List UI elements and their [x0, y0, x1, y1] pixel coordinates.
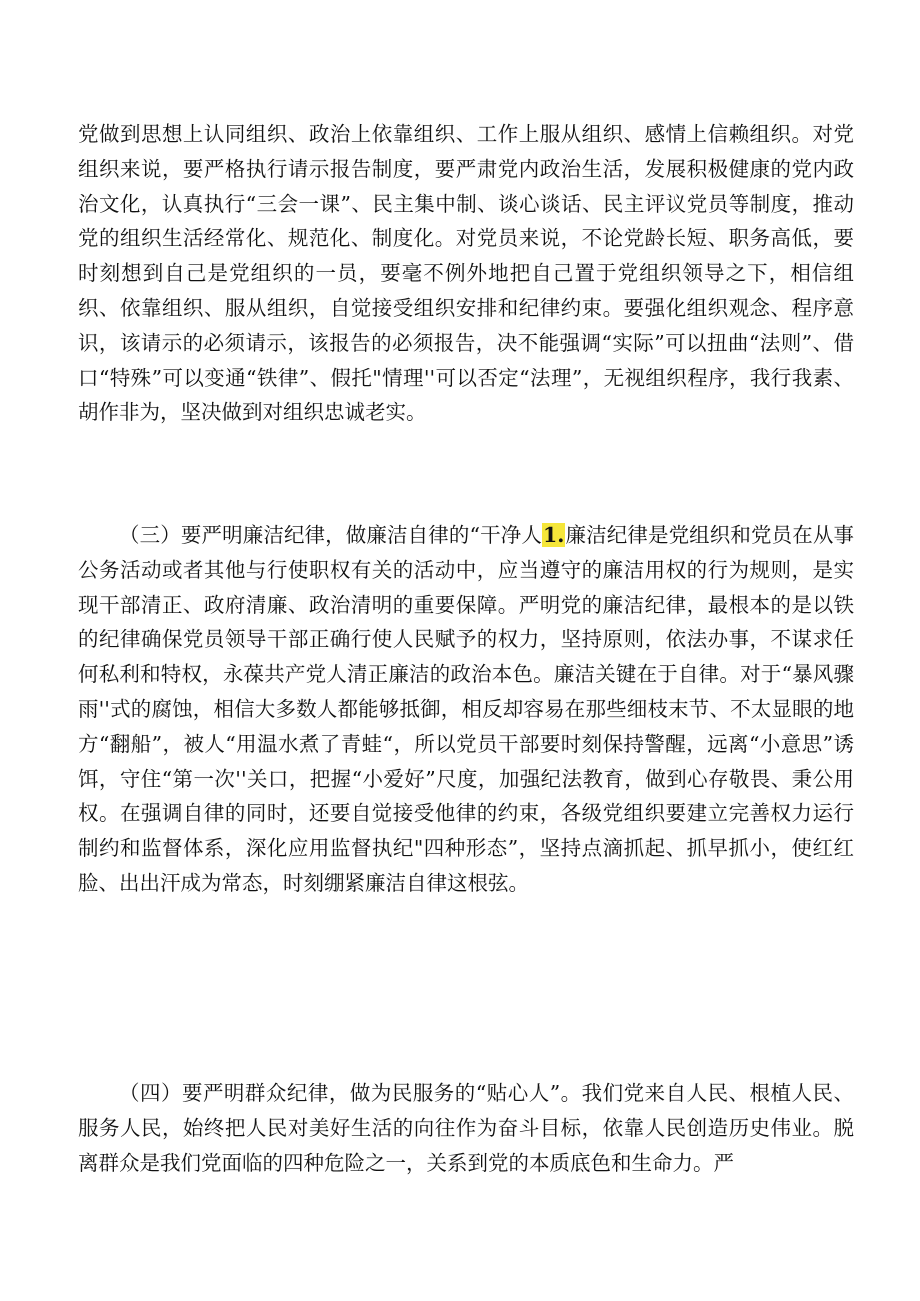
paragraph-mass-discipline: （四）要严明群众纪律，做为民服务的“贴心人”。我们党来自人民、根植人民、服务人民，始终把人民对美好生活的向往作为奋斗目标，依靠人民创造历史伟业。脱离群众是我们党面临的四种危险之一，关系到党的本质底色和生命力。严 — [78, 1081, 854, 1175]
paragraph-organization-discipline: 党做到思想上认同组织、政治上依靠组织、工作上服从组织、感情上信赖组织。对党组织来说，要严格执行请示报告制度，要严肃党内政治生活，发展积极健康的党内政治文化，认真执行“三会一课”、民主集中制、谈心谈话、民主评议党员等制度，推动党的组织生活经常化、规范化、制度化。对党员来说，不论党龄长短、职务高低，要时刻想到自己是党组织的一员，要毫不例外地把自己置于党组织领导之下，相信组织、依靠组织、服从组织，自觉接受组织安排和纪律约束。要强化组织观念、程序意识，该请示的必须请示，该报告的必须报告，决不能强调“实际”可以扭曲“法则”、借口“特殊”可以变通“铁律”、假托"情理''可以否定“法理”，无视组织程序，我行我素、胡作非为，坚决做到对组织忠诚老实。 — [78, 122, 854, 425]
highlighted-marker: 1. — [542, 523, 565, 547]
paragraph-integrity-discipline — [78, 518, 854, 901]
paragraph-integrity-body: 廉洁纪律是党组织和党员在从事公务活动或者其他与行使职权有关的活动中，应当遵守的廉洁用权的行为规则，是实现干部清正、政府清廉、政治清明的重要保障。严明党的廉洁纪律，最根本的是以铁的纪律确保党员领导干部正确行使人民赋予的权力，坚持原则，依法办事，不谋求任何私利和特权，永葆共产党人清正廉洁的政治本色。廉洁关键在于自律。对于“暴风骤雨''式的腐蚀，相信大多数人都能够抵御，相反却容易在那些细枝末节、不太显眼的地方“翻船”，被人“用温水煮了青蛙“，所以党员干部要时刻保持警醒，远离“小意思”诱饵，守住“第一次''关口，把握“小爱好”尺度，加强纪法教育，做到心存敬畏、秉公用权。在强调自律的同时，还要自觉接受他律的约束，各级党组织要建立完善权力运行制约和监督体系，深化应用监督执纪"四种形态”，坚持点滴抓起、抓早抓小，使红红脸、出出汗成为常态，时刻绷紧廉洁自律这根弦。 — [78, 523, 855, 895]
paragraph-integrity-heading: （三）要严明廉洁纪律，做廉洁自律的“干净人 — [119, 523, 542, 547]
